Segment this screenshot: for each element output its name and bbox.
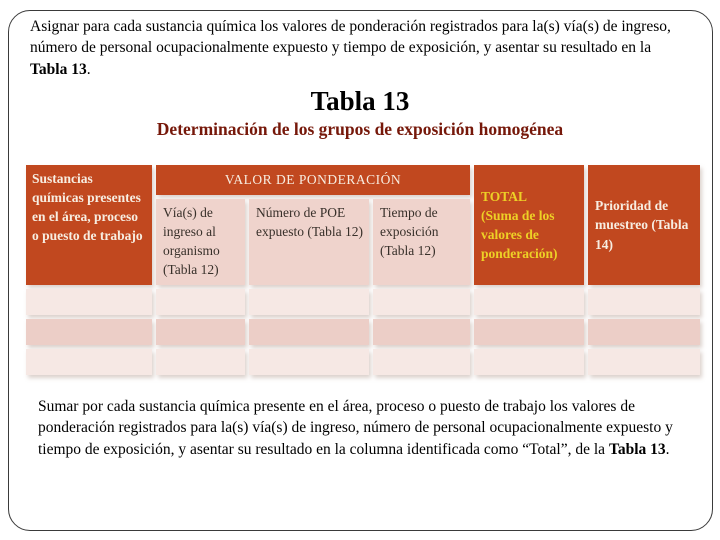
- empty-cell: [156, 349, 245, 375]
- outro-bold-ref: Tabla 13: [608, 440, 666, 458]
- empty-cell: [249, 349, 369, 375]
- header-tiempo-exposicion: Tiempo de exposición (Tabla 12): [373, 199, 470, 285]
- empty-cell: [26, 319, 152, 345]
- empty-cell: [588, 319, 700, 345]
- header-total-line2: (Suma de los valores de ponderación): [481, 207, 558, 262]
- page-subtitle: Determinación de los grupos de exposición homogénea: [156, 119, 564, 139]
- header-total-line1: TOTAL: [481, 188, 528, 204]
- empty-cell: [588, 289, 700, 315]
- empty-cell: [373, 289, 470, 315]
- header-numero-poe: Número de POE expuesto (Tabla 12): [249, 199, 369, 285]
- header-prioridad-muestreo: Prioridad de muestreo (Tabla 14): [588, 165, 700, 285]
- page-title: Tabla 13: [310, 86, 410, 116]
- empty-cell: [26, 289, 152, 315]
- empty-cell: [156, 289, 245, 315]
- empty-cell: [373, 349, 470, 375]
- empty-cell: [373, 319, 470, 345]
- intro-text: Asignar para cada sustancia química los valores de ponderación registrados para la(s) vía(s) de ingreso, número de personal ocupacionalmente expuesto y tiempo de exposición, y asentar su resultado en la: [30, 18, 671, 57]
- header-valor-de-ponderacion: VALOR DE PONDERACIÓN: [156, 165, 470, 195]
- empty-cell: [156, 319, 245, 345]
- intro-paragraph: [30, 16, 692, 80]
- outro-paragraph: [38, 396, 688, 460]
- ponderacion-table: [26, 165, 700, 375]
- intro-bold-ref: Tabla 13: [30, 60, 87, 78]
- empty-cell: [474, 319, 584, 345]
- header-total: [474, 165, 584, 285]
- empty-cell: [474, 289, 584, 315]
- empty-cell: [249, 319, 369, 345]
- empty-cell: [588, 349, 700, 375]
- outro-tail: .: [665, 440, 670, 458]
- outro-text: Sumar por cada sustancia química presente en el área, proceso o puesto de trabajo los valores de ponderación registrados para la(s) vía(s) de ingreso, número de personal ocupacionalmente expuesto y tiempo de exposición, y asentar su resultado en la columna identificada como “Total”, de la: [38, 398, 673, 458]
- header-via-ingreso: Vía(s) de ingreso al organismo (Tabla 12): [156, 199, 245, 285]
- empty-cell: [26, 349, 152, 375]
- header-sustancias-quimicas: Sustancias químicas presentes en el área, proceso o puesto de trabajo: [26, 165, 152, 285]
- intro-tail: .: [86, 60, 91, 78]
- empty-cell: [474, 349, 584, 375]
- empty-cell: [249, 289, 369, 315]
